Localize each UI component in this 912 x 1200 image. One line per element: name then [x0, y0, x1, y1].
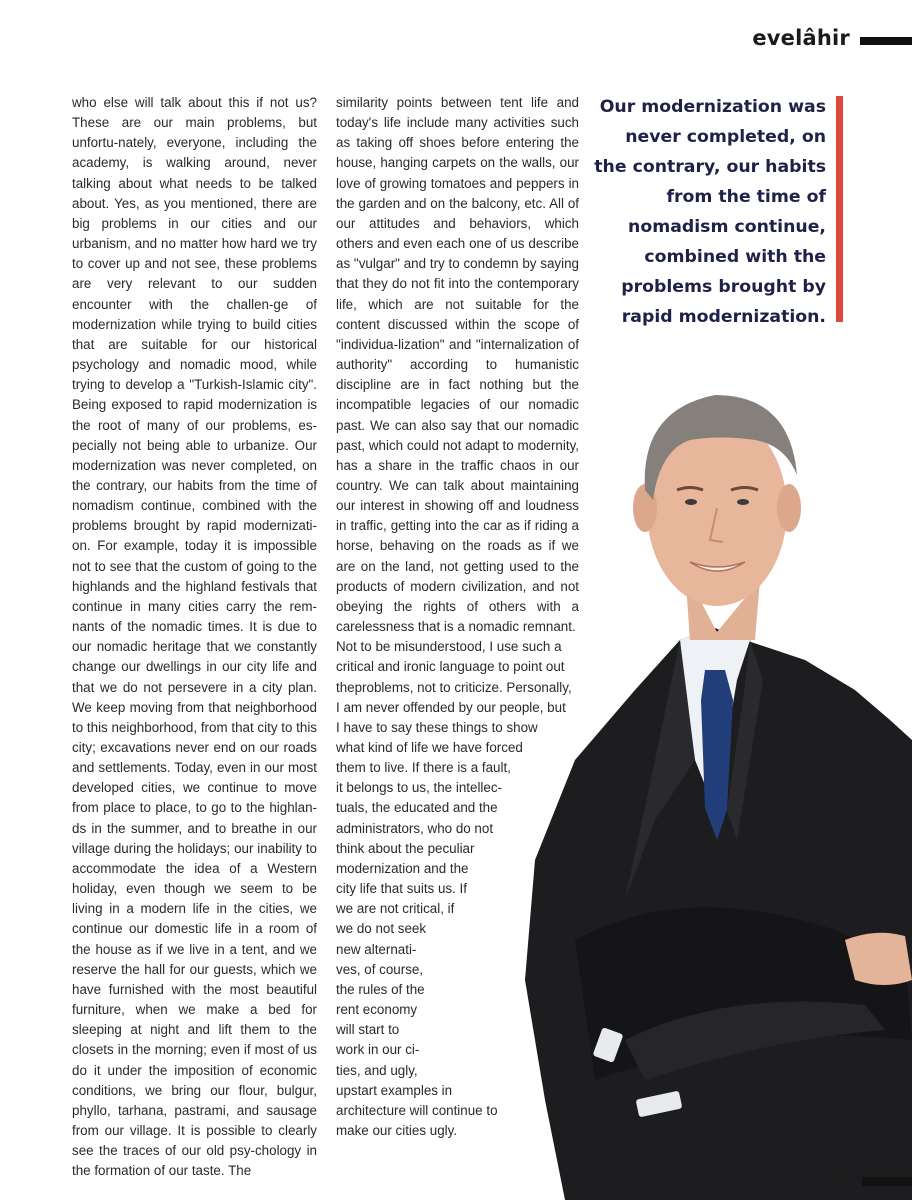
column-2-line: ves, of course,: [336, 961, 424, 977]
column-2-line: what kind of life we have forced: [336, 740, 523, 755]
column-1-paragraph: who else will talk about this if not us? These are our main problems, but unfortu-nately, everyone, including the academy, is walking around, never talking about what needs to be talked about. Yes, as you mentioned, there are big problems in our cities and our urbanism, and no matter how hard we try to cover up and not see, these problems are very relevant to our sudden encounter with the challen-ge of modernization while trying to build cities that are suitable for our historical psychology and nomadic mood, while trying to develop a "Turkish-Islamic city". Being exposed to rapid modernization is the root of many of our problems, es-pecially not being able to urbanize. Our modernization was never completed, on the contrary, our habits from the time of nomadism continue, combined with the problems brought by rapid modernizati-on. For example, today it is impossible not to see that the custom of going to the highlands and the highland festivals that continue in many cities carry the rem-nants of the nomadic times. It is due to our nomadic heritage that we constantly change our dwellings in our city life and that we do not persevere in a city plan. We keep moving from that neighborhood to this neighborhood, from that city to this city; excavations never end on our roads and settlements. Today, even in our most developed cities, we continue to move from place to place, to go to the highlan-ds in the summer, and to breathe in our village during the holidays; our inability to accommodate the idea of a Western holiday, even though we seem to be living in a modern life in the cities, we continue our domestic life in a room of the house as if we live in a tent, and we reserve the hall for our guests, which we have furnished with the most beautiful furniture, when we make a bed for sleeping at night and lift them to the closets in the morning; even if most of us do it under the imposition of economic conditions, we bring our flour, bulgur, phyllo, tarhana, pastrami, and sausage from our village. It is possible to clearly see the traces of our old psy-chology in the formation of our taste. The: [72, 95, 317, 1179]
portrait-photo: [505, 340, 912, 1200]
column-2-line: we are not critical, if: [336, 901, 455, 917]
column-2-line: upstart examples in: [336, 1082, 453, 1098]
column-2-line: rent economy: [336, 1002, 418, 1018]
column-2-line: we do not seek: [336, 921, 427, 937]
column-2-line: tuals, the educated and the: [336, 800, 498, 816]
column-2-line: administrators, who do not: [336, 820, 494, 836]
column-2-line: will start to: [336, 1022, 400, 1038]
magazine-logo: evelâhir: [752, 26, 850, 50]
column-2-line: theproblems, not to criticize. Personally,: [336, 679, 572, 695]
pull-quote: Our modernization was never completed, on the contrary, our habits from the time of nomadism continue, combined with the problems brought by rapid modernization.: [594, 97, 826, 327]
column-2-line: modernization and the: [336, 860, 469, 876]
column-2-line: them to live. If there is a fault,: [336, 760, 511, 776]
column-2-line: make our cities ugly.: [336, 1122, 458, 1138]
column-2-line: critical and ironic language to point out: [336, 659, 565, 675]
pull-quote-accent-bar: [836, 96, 843, 322]
text-column-1: [72, 93, 317, 1181]
column-2-line: think about the peculiar: [336, 840, 475, 856]
column-2-line: the rules of the: [336, 981, 425, 997]
column-2-line: Not to be misunderstood, I use such a: [336, 639, 562, 655]
column-2-line: it belongs to us, the intellec-: [336, 780, 502, 796]
column-2-paragraph-1: similarity points between tent life and today's life include many activities such as taking off shoes before entering the house, hanging carpets on the walls, our love of growing tomatoes and peppers in the garden and on the balcony, etc. All of our attitudes and behaviors, which others and even each one of us describe as "vulgar" and try to condemn by saying that they do not fit into the contemporary life, which are not suitable for the content discussed within the scope of "individua-lization" and "internalization of authority" according to humanistic discipline are in fact nothing but the incompatible legacies of our nomadic past. We can also say that our nomadic past, which could not adapt to modernity, has a share in the traffic chaos in our country. We can talk about maintaining our interest in showing off and loudness in traffic, getting into the car as if riding a horse, behaving on the roads as if we are on the land, not getting used to the products of modern civilization, and not obeying the rights of others with a carelessness that is a nomadic remnant.: [336, 95, 579, 635]
column-2-line: I have to say these things to show: [336, 719, 538, 735]
column-2-line: architecture will continue to: [336, 1102, 498, 1118]
page-number: 19: [826, 1168, 847, 1188]
footer-rule: [862, 1177, 912, 1186]
header-rule: [860, 37, 912, 45]
column-2-line: work in our ci-: [336, 1042, 420, 1058]
hand: [845, 933, 912, 985]
column-2-line: ties, and ugly,: [336, 1062, 418, 1078]
column-2-line: city life that suits us. If: [336, 881, 467, 897]
column-2-line: I am never offended by our people, but: [336, 699, 566, 715]
portrait-illustration: [505, 340, 912, 1200]
column-2-line: new alternati-: [336, 941, 417, 957]
